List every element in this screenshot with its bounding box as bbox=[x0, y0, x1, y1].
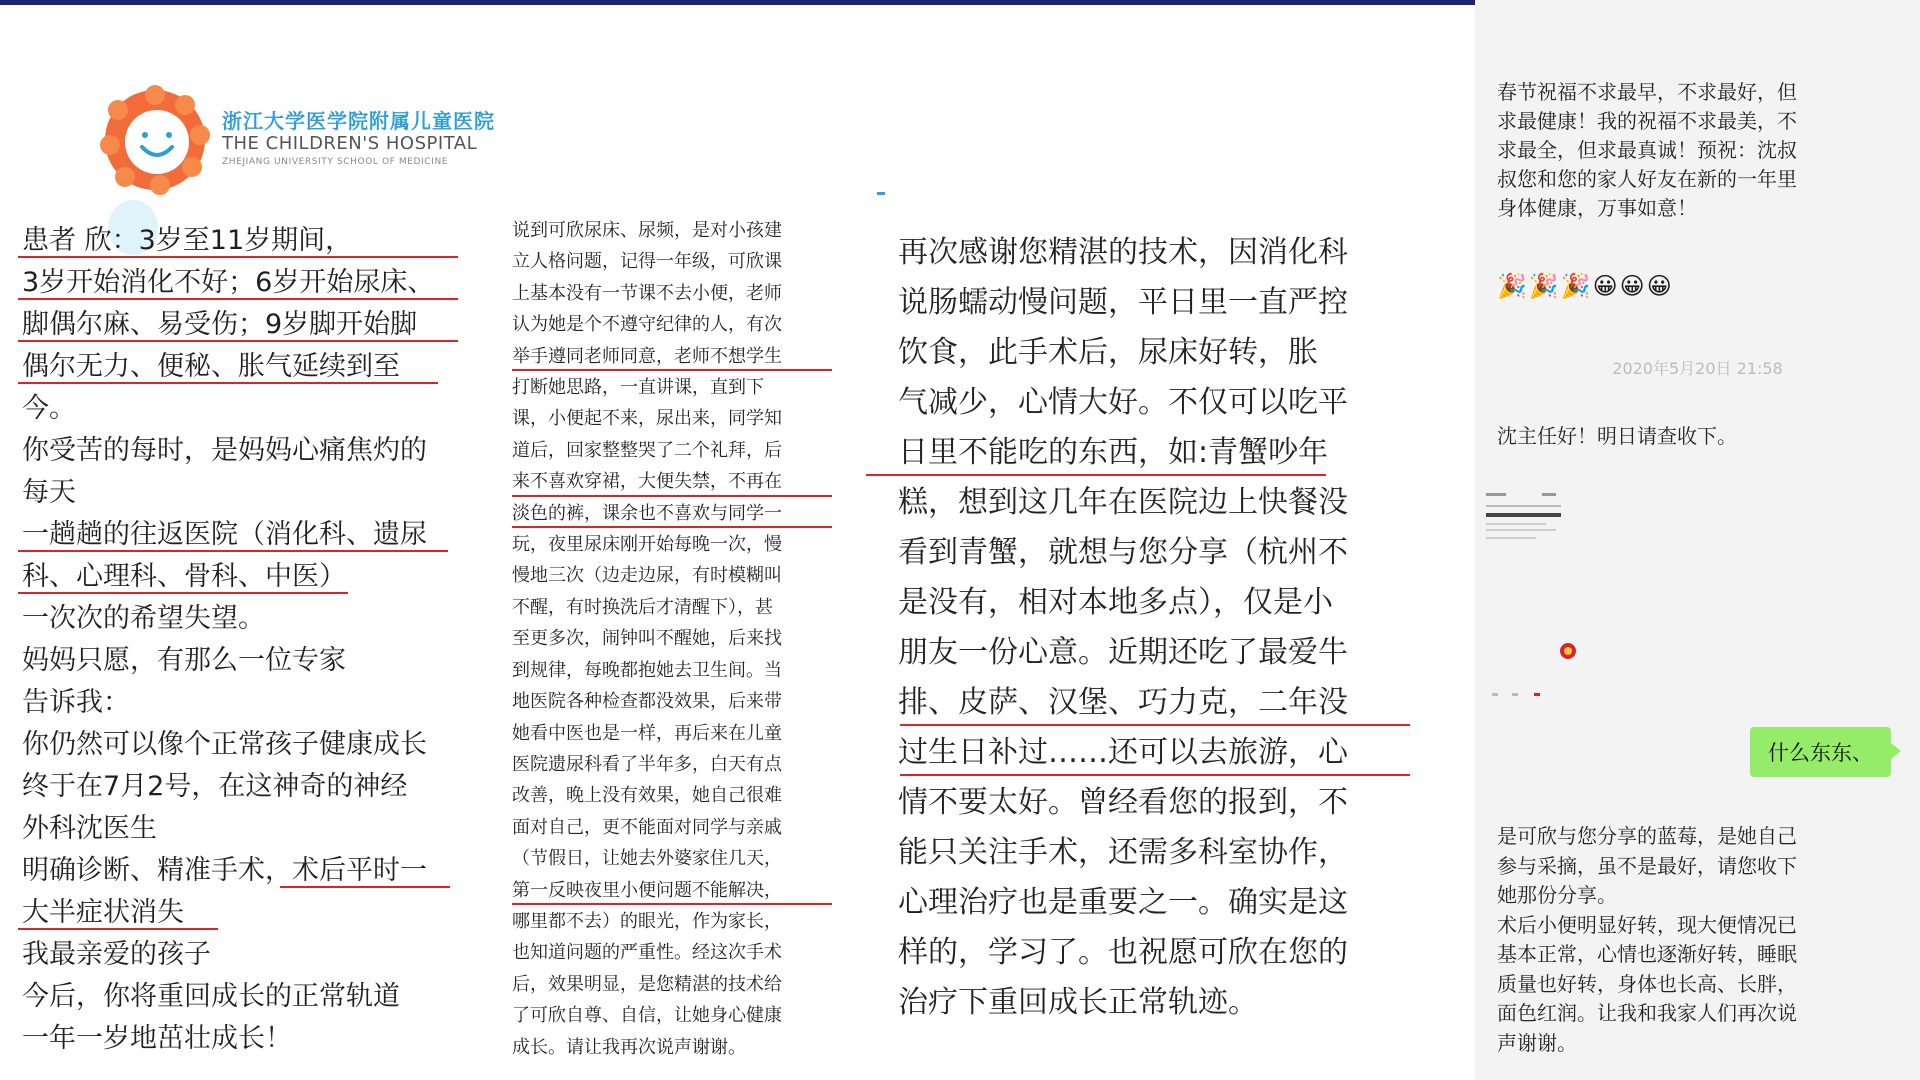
story-text bbox=[512, 215, 842, 1063]
hospital-name-en: THE CHILDREN'S HOSPITAL bbox=[222, 133, 478, 154]
thanks-line: 朋友一份心意。近期还吃了最爱牛 bbox=[898, 635, 1348, 670]
story-line: 至更多次，闹钟叫不醒她，后来找 bbox=[512, 628, 782, 650]
message-line: 面色红润。让我和我家人们再次说 bbox=[1497, 1001, 1797, 1025]
thanks-line: 过生日补过……还可以去旅游，心 bbox=[898, 735, 1348, 770]
story-line: 说到可欣尿床、尿频，是对小孩建 bbox=[512, 220, 782, 241]
letter-line: 外科沈医生 bbox=[22, 813, 157, 844]
story-line: 道后，回家整整哭了二个礼拜，后 bbox=[512, 439, 782, 461]
blueberry-message bbox=[1497, 822, 1897, 1058]
thanks-line: 再次感谢您精湛的技术，因消化科 bbox=[898, 235, 1348, 270]
letter-line: 今。 bbox=[22, 393, 76, 424]
thanks-text bbox=[898, 228, 1418, 1028]
story-line: 地医院各种检查都没效果，后来带 bbox=[512, 691, 782, 713]
underline bbox=[18, 340, 458, 342]
story-line: 不醒，有时换洗后才清醒下），甚 bbox=[512, 596, 773, 618]
message-line: 身体健康，万事如意！ bbox=[1497, 196, 1697, 220]
letter-line: 偶尔无力、便秘、胀气延续到至 bbox=[22, 351, 400, 382]
story-line: 举手遵同老师同意，老师不想学生 bbox=[512, 345, 782, 367]
story-line: 慢地三次（边走边尿，有时模糊叫 bbox=[512, 565, 782, 587]
letter-line: 科、心理科、骨科、中医） bbox=[22, 561, 346, 592]
story-line: 淡色的裤，课余也不喜欢与同学一 bbox=[512, 502, 782, 524]
thanks-line: 是没有，相对本地多点），仅是小 bbox=[898, 585, 1333, 620]
story-line: 医院遗尿科看了半年多，白天有点 bbox=[512, 753, 782, 775]
message-line: 基本正常，心情也逐渐好转，睡眠 bbox=[1497, 942, 1797, 966]
hospital-logo-icon bbox=[100, 85, 210, 195]
new-year-message bbox=[1497, 78, 1882, 223]
letter-line: 一次次的希望失望。 bbox=[22, 603, 265, 634]
story-line: 也知道问题的严重性。经这次手术 bbox=[512, 942, 782, 964]
letter-line: 妈妈只愿，有那么一位专家 bbox=[22, 645, 346, 676]
shared-image-thumbnail[interactable] bbox=[1482, 485, 1582, 700]
story-line: 她看中医也是一样，再后来在儿童 bbox=[512, 722, 782, 744]
thanks-line: 说肠蠕动慢问题，平日里一直严控 bbox=[898, 285, 1348, 320]
letter-line: 我最亲爱的孩子 bbox=[22, 939, 211, 970]
emoji-row-icon: 🎉🎉🎉😀😀😀 bbox=[1497, 272, 1674, 300]
underline bbox=[512, 903, 832, 905]
story-line: 到规律，每晚都抱她去卫生间。当 bbox=[512, 659, 782, 681]
letter-line: 你受苦的每时，是妈妈心痛焦灼的 bbox=[22, 435, 427, 466]
blue-dash-mark bbox=[877, 192, 885, 195]
letter-line: 大半症状消失 bbox=[22, 897, 184, 928]
story-line: 来不喜欢穿裙，大便失禁，不再在 bbox=[512, 471, 782, 493]
message-line: 叔您和您的家人好友在新的一年里 bbox=[1497, 167, 1797, 191]
story-line: 打断她思路，一直讲课，直到下 bbox=[512, 377, 764, 399]
story-line: 立人格问题，记得一年级，可欣课 bbox=[512, 251, 782, 273]
underline bbox=[18, 382, 438, 384]
letter-line: 脚偶尔麻、易受伤；9岁脚开始脚 bbox=[22, 309, 418, 340]
story-line: 面对自己，更不能面对同学与亲戚 bbox=[512, 816, 782, 838]
story-line: 玩，夜里尿床刚开始每晚一次，慢 bbox=[512, 534, 782, 556]
message-line: 参与采摘，虽不是最好，请您收下 bbox=[1497, 853, 1797, 878]
letter-line: 终于在7月2号，在这神奇的神经 bbox=[22, 771, 408, 802]
underline bbox=[18, 928, 218, 930]
thanks-line: 治疗下重回成长正常轨迹。 bbox=[898, 985, 1258, 1020]
underline bbox=[512, 526, 832, 528]
letter-line: 3岁开始消化不好；6岁开始尿床、 bbox=[22, 267, 435, 298]
thanks-line: 糕，想到这几年在医院边上快餐没 bbox=[898, 485, 1348, 520]
story-line: 上基本没有一节课不去小便，老师 bbox=[512, 282, 782, 304]
hospital-name-cn: 浙江大学医学院附属儿童医院 bbox=[222, 109, 495, 133]
story-line: 课，小便起不来，尿出来，同学知 bbox=[512, 408, 782, 430]
hospital-header bbox=[100, 85, 495, 195]
message-line: 术后小便明显好转，现大便情况已 bbox=[1497, 912, 1797, 937]
thanks-line: 日里不能吃的东西，如:青蟹吵年 bbox=[898, 435, 1329, 470]
letter-line: 今后，你将重回成长的正常轨道 bbox=[22, 981, 400, 1012]
mother-letter bbox=[22, 220, 472, 1060]
chat-timestamp: 2020年5月20日 21:58 bbox=[1612, 359, 1783, 378]
underline bbox=[18, 592, 348, 594]
thanks-line: 情不要太好。曾经看您的报到，不 bbox=[898, 785, 1348, 820]
hospital-name-sub: ZHEJIANG UNIVERSITY SCHOOL OF MEDICINE bbox=[222, 157, 449, 167]
message-line: 声谢谢。 bbox=[1497, 1030, 1577, 1055]
message-line: 求最健康！我的祝福不求最美，不 bbox=[1497, 109, 1797, 133]
greeting-message: 沈主任好！明日请查收下。 bbox=[1497, 424, 1737, 448]
story-line: 后，效果明显，是您精湛的技术给 bbox=[512, 973, 782, 995]
underline bbox=[900, 724, 1410, 726]
message-line: 春节祝福不求最早，不求最好，但 bbox=[1497, 80, 1797, 104]
thanks-line: 样的，学习了。也祝愿可欣在您的 bbox=[898, 935, 1348, 970]
letter-line: 告诉我： bbox=[22, 687, 130, 718]
underline bbox=[18, 298, 458, 300]
letter-line: 一趟趟的往返医院（消化科、遗尿 bbox=[22, 519, 427, 550]
message-line: 她那份分享。 bbox=[1497, 883, 1617, 907]
story-line: 改善，晚上没有效果，她自己很难 bbox=[512, 785, 782, 807]
story-line: （节假日，让她去外婆家住几天， bbox=[512, 848, 782, 870]
underline bbox=[512, 369, 832, 371]
thanks-line: 心理治疗也是重要之一。确实是这 bbox=[898, 885, 1348, 920]
underline bbox=[900, 774, 1410, 776]
thanks-line: 看到青蟹，就想与您分享（杭州不 bbox=[898, 535, 1348, 570]
thanks-line: 气减少，心情大好。不仅可以吃平 bbox=[898, 385, 1348, 420]
underline bbox=[512, 495, 832, 497]
story-line: 了可欣自尊、自信，让她身心健康 bbox=[512, 1005, 782, 1027]
story-line: 成长。请让我再次说声谢谢。 bbox=[512, 1036, 746, 1058]
letter-line: 明确诊断、精准手术，术后平时一 bbox=[22, 855, 427, 886]
underline bbox=[18, 550, 448, 552]
reply-bubble: 什么东东、 bbox=[1750, 727, 1891, 777]
underline bbox=[280, 886, 450, 888]
letter-line: 患者 欣：3岁至11岁期间， bbox=[22, 225, 353, 256]
underline bbox=[18, 256, 458, 258]
thanks-line: 能只关注手术，还需多科室协作， bbox=[898, 835, 1348, 870]
letter-line: 每天 bbox=[22, 477, 76, 508]
message-line: 求最全，但求最真诚！预祝：沈叔 bbox=[1497, 138, 1797, 162]
letter-line: 你仍然可以像个正常孩子健康成长 bbox=[22, 729, 427, 760]
story-line: 认为她是个不遵守纪律的人，有次 bbox=[512, 314, 782, 336]
story-line: 第一反映夜里小便问题不能解决， bbox=[512, 879, 782, 901]
letter-line: 一年一岁地茁壮成长！ bbox=[22, 1023, 292, 1054]
message-line: 是可欣与您分享的蓝莓，是她自己 bbox=[1497, 824, 1797, 848]
thanks-line: 排、皮萨、汉堡、巧力克，二年没 bbox=[898, 685, 1348, 720]
story-line: 哪里都不去）的眼光，作为家长， bbox=[512, 910, 782, 932]
message-line: 质量也好转，身体也长高、长胖， bbox=[1497, 971, 1797, 996]
thanks-line: 饮食，此手术后，尿床好转，胀 bbox=[898, 335, 1318, 370]
underline bbox=[866, 474, 1326, 476]
